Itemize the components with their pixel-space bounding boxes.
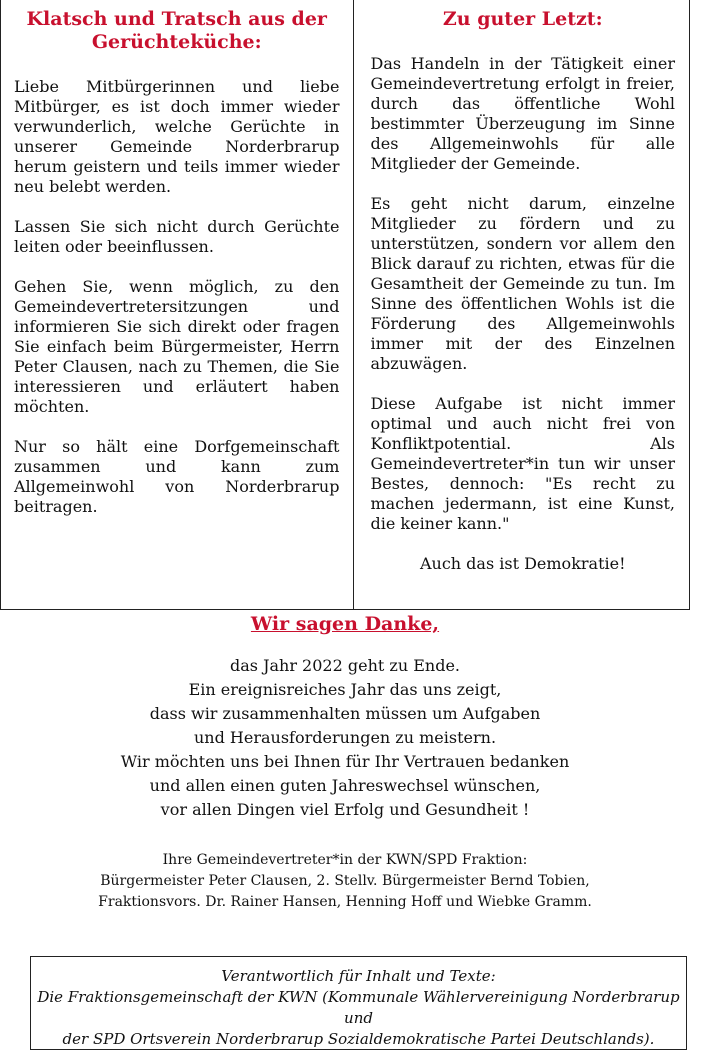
signers-block [0,850,690,913]
left-column [1,0,354,609]
thanks-line: vor allen Dingen viel Erfolg und Gesundheit ! [160,800,530,819]
right-closing: Auch das ist Demokratie! [419,554,626,573]
thanks-line: Ein ereignisreiches Jahr das uns zeigt, [188,680,502,699]
responsibility-line: der SPD Ortsverein Norderbrarup Sozialdemokratische Partei Deutschlands). [62,1030,655,1048]
signer-line: Bürgermeister Peter Clausen, 2. Stellv. Bürgermeister Bernd Tobien, [100,873,590,889]
right-paragraph: Es geht nicht darum, einzelne Mitglieder zu fördern und zu unterstützen, sondern vor allem den Blick darauf zu richten, etwas für die Gesamtheit der Gemeinde zu tun. Im Sinne des öffentlichen Wohls ist die Förderung des Allgemeinwohls immer mit der des Einzelnen abzuwägen. [370,194,675,373]
thanks-line: und allen einen guten Jahreswechsel wünschen, [149,776,541,795]
right-paragraph: Diese Aufgabe ist nicht immer optimal und auch nicht frei von Konfliktpotential. Als Gemeindevertreter*in tun wir unser Bestes, dennoch: "Es recht zu machen jedermann, ist eine Kunst, die keiner kann." [370,394,675,533]
left-paragraph: Nur so hält eine Dorfgemeinschaft zusammen und kann zum Allgemeinwohl von Norderbrarup beitragen. [14,437,340,516]
thanks-line: Wir möchten uns bei Ihnen für Ihr Vertrauen bedanken [120,752,570,771]
right-column-title: Zu guter Letzt: [442,8,603,30]
thanks-body [0,654,690,822]
right-paragraph: Das Handeln in der Tätigkeit einer Gemeindevertretung erfolgt in freier, durch das öffentliche Wohl bestimmter Überzeugung im Sinne des Allgemeinwohls für alle Mitglieder der Gemeinde. [370,54,675,173]
left-paragraph: Gehen Sie, wenn möglich, zu den Gemeindevertretersitzungen und informieren Sie sich direkt oder fragen Sie einfach beim Bürgermeister, Herrn Peter Clausen, nach zu Themen, die Sie interessieren und erläutert haben möchten. [14,277,340,416]
signer-line: Fraktionsvors. Dr. Rainer Hansen, Henning Hoff und Wiebke Gramm. [98,894,592,910]
thanks-title: Wir sagen Danke, [250,613,440,635]
thanks-section [0,612,690,822]
thanks-line: dass wir zusammenhalten müssen um Aufgaben [149,704,541,723]
thanks-line: das Jahr 2022 geht zu Ende. [229,656,460,675]
left-paragraph: Liebe Mitbürgerinnen und liebe Mitbürger, es ist doch immer wieder verwunderlich, welche Gerüchte in unserer Gemeinde Norderbrarup herum geistern und teils immer wieder neu belebt werden. [14,77,340,196]
responsibility-line: Verantwortlich für Inhalt und Texte: [221,967,496,985]
right-column [354,0,689,609]
thanks-line: und Herausforderungen zu meistern. [193,728,497,747]
left-column-title: Klatsch und Tratsch aus der Gerüchteküche: [26,8,327,53]
responsibility-box [30,956,687,1050]
signer-line: Ihre Gemeindevertreter*in der KWN/SPD Fraktion: [162,852,528,868]
responsibility-line: Die Fraktionsgemeinschaft der KWN (Kommunale Wählervereinigung Norderbrarup und [37,988,680,1027]
left-paragraph: Lassen Sie sich nicht durch Gerüchte leiten oder beeinflussen. [14,217,340,256]
